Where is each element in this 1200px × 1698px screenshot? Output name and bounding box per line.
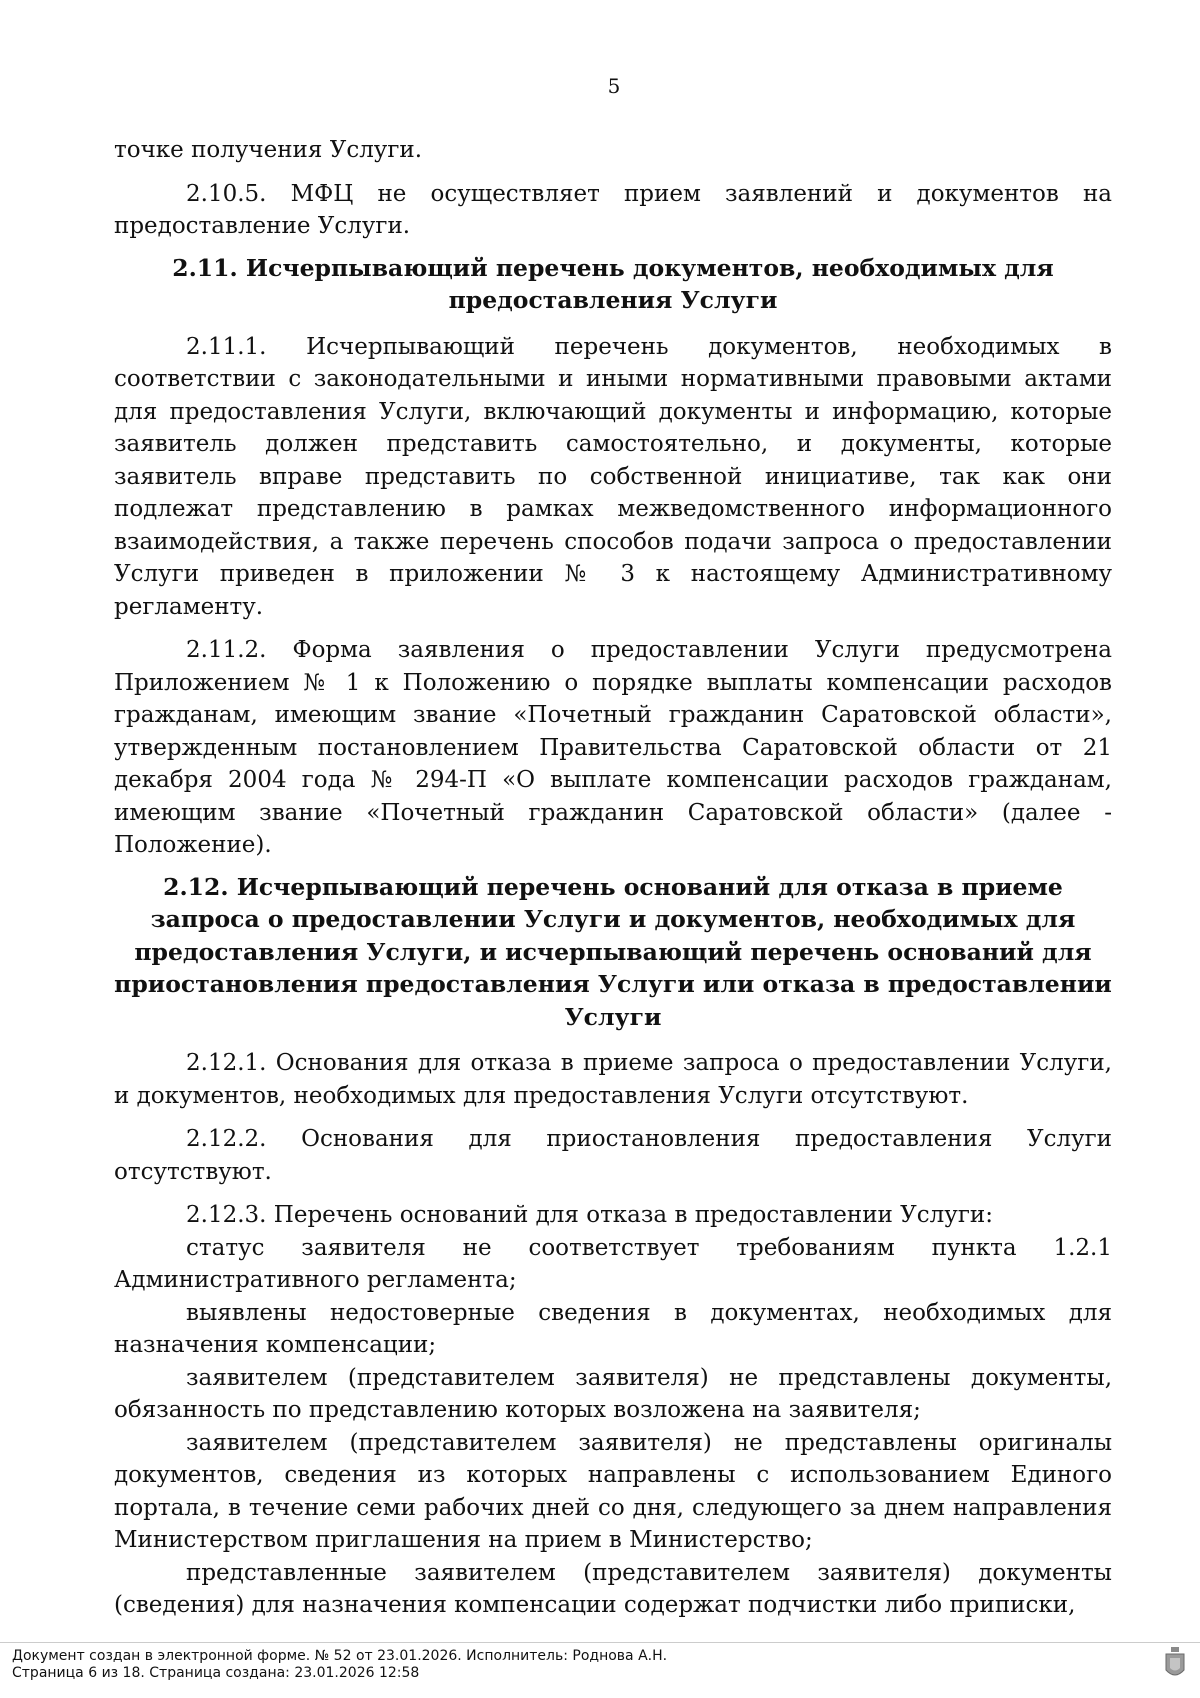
list-item: выявлены недостоверные сведения в документах, необходимых для назначения компенсации; [114,1299,1112,1358]
paragraph: 2.10.5. МФЦ не осуществляет прием заявлений и документов на предоставление Услуги. [114,180,1112,239]
document-footer [12,1648,667,1682]
page-number: 5 [607,74,621,98]
document-body [114,134,1112,1622]
paragraph: 2.12.3. Перечень оснований для отказа в предоставлении Услуги: [186,1202,993,1228]
list-item: представленные заявителем (представителем заявителя) документы (сведения) для назначения компенсации содержат подчистки либо приписки, [114,1559,1112,1618]
paragraph: 2.11.2. Форма заявления о предоставлении Услуги предусмотрена Приложением № 1 к Положению о порядке выплаты компенсации расходов гражданам, имеющим звание «Почетный гражданин Саратовской области», утвержденным постановлением Правительства Саратовской области от 21 декабря 2004 года № 294-П «О выплате компенсации расходов гражданам, имеющим звание «Почетный гражданин Саратовской области» (далее - Положение). [114,637,1112,858]
footer-line-2: Страница 6 из 18. Страница создана: 23.01.2026 12:58 [12,1665,420,1681]
list-item: статус заявителя не соответствует требованиям пункта 1.2.1 Административного регламента; [114,1234,1112,1293]
paragraph: 2.11.1. Исчерпывающий перечень документов, необходимых в соответствии с законодательными и иными нормативными правовыми актами для предоставления Услуги, включающий документы и информацию, которые заявитель должен представить самостоятельно, и документы, которые заявитель вправе представить по собственной инициативе, так как они подлежат представлению в рамках межведомственного информационного взаимодействия, а также перечень способов подачи запроса о предоставлении Услуги приведен в приложении № 3 к настоящему Административному регламенту. [114,333,1112,620]
footer-divider [0,1642,1200,1643]
coat-of-arms-icon [1164,1646,1186,1682]
paragraph: точке получения Услуги. [114,137,423,163]
list-item: заявителем (представителем заявителя) не представлены документы, обязанность по представлению которых возложена на заявителя; [114,1364,1112,1423]
paragraph: 2.12.1. Основания для отказа в приеме запроса о предоставлении Услуги, и документов, необходимых для предоставления Услуги отсутствуют. [114,1050,1112,1109]
section-heading: 2.11. Исчерпывающий перечень документов, необходимых для предоставления Услуги [172,253,1054,314]
paragraph: 2.12.2. Основания для приостановления предоставления Услуги отсутствуют. [114,1126,1112,1185]
footer-line-1: Документ создан в электронной форме. № 52 от 23.01.2026. Исполнитель: Роднова А.Н. [12,1648,668,1664]
list-item: заявителем (представителем заявителя) не представлены оригиналы документов, сведения из которых направлены с использованием Единого портала, в течение семи рабочих дней со дня, следующего за днем направления Министерством приглашения на прием в Министерство; [114,1429,1112,1553]
section-heading: 2.12. Исчерпывающий перечень оснований для отказа в приеме запроса о предоставлении Услуги и документов, необходимых для предоставления Услуги, и исчерпывающий перечень оснований для приостановления предоставления Услуги или отказа в предоставлении Услуги [114,872,1112,1031]
